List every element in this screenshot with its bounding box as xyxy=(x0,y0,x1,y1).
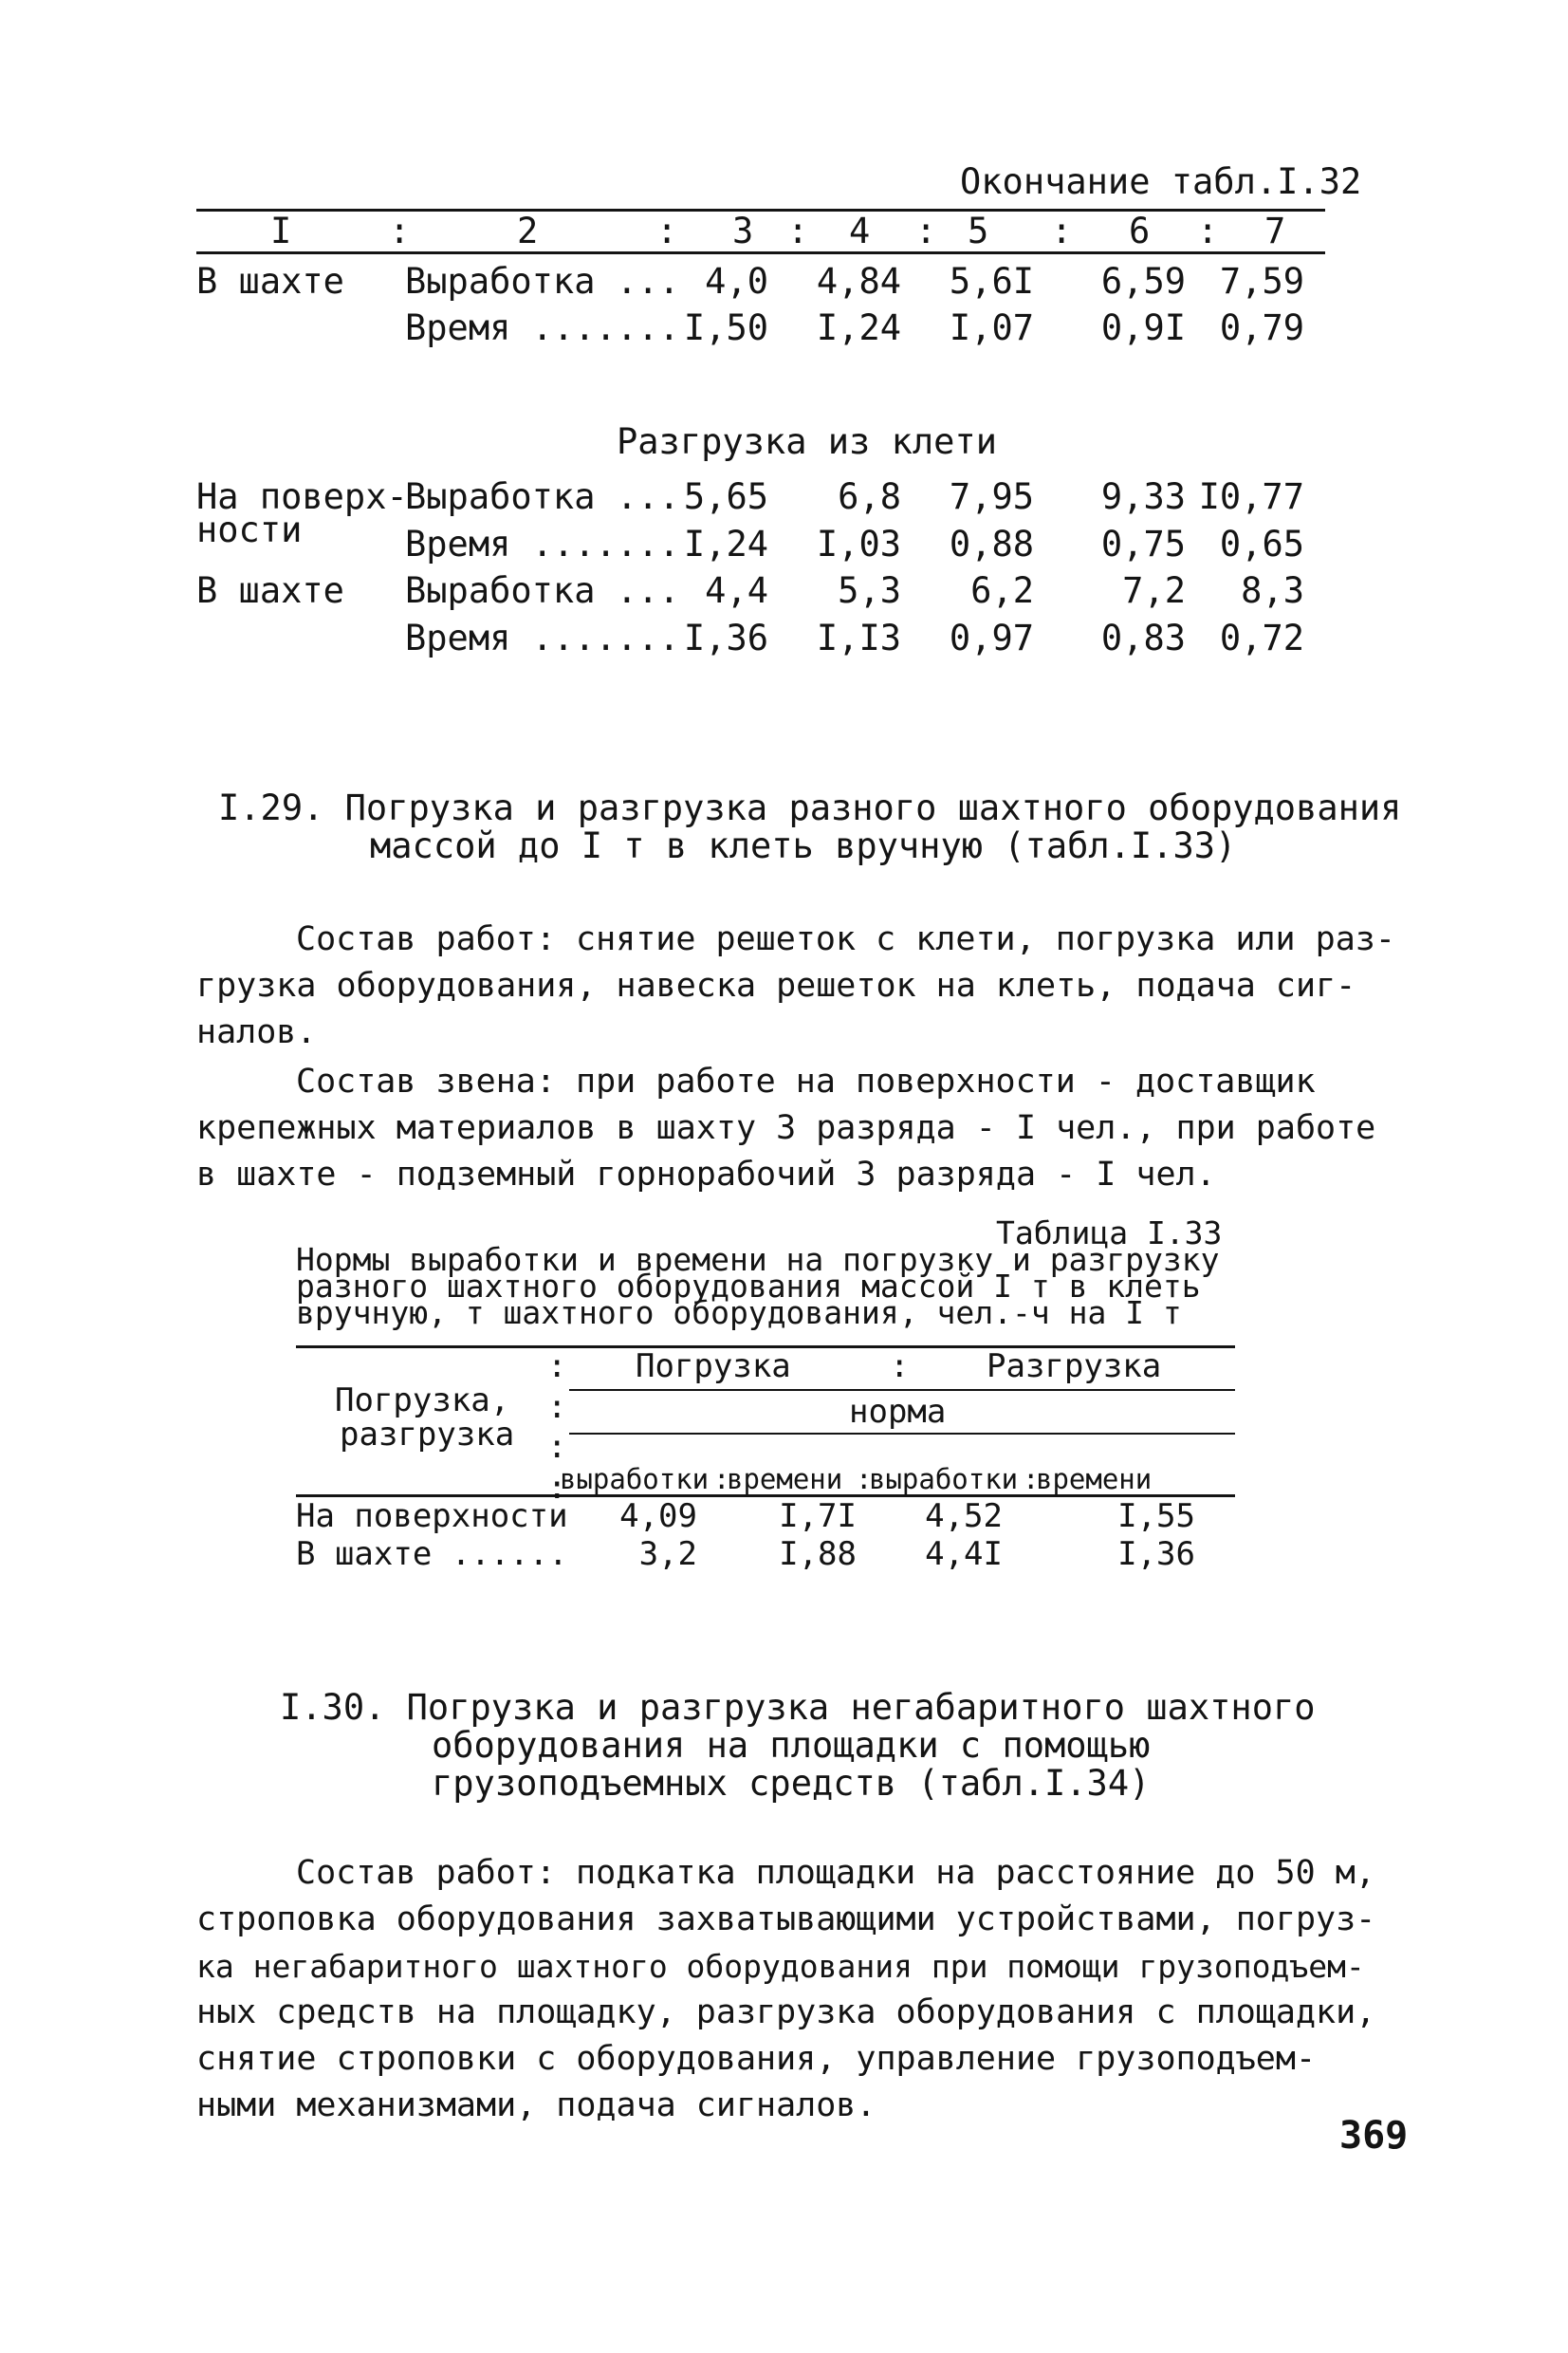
caption-line: разного шахтного оборудования массой I т в клеть xyxy=(296,1268,1201,1305)
column-number: 5 xyxy=(968,211,989,251)
paragraph-line: строповка оборудования захватывающими устройствами, погруз- xyxy=(196,1900,1376,1938)
column-number: 3 xyxy=(732,211,754,251)
column-number: 7 xyxy=(1264,211,1286,251)
subheader-output: выработки xyxy=(869,1463,1019,1495)
row-location: В шахте xyxy=(196,570,344,611)
row-metric: Выработка ... xyxy=(405,570,680,611)
section-title: Разгрузка из клети xyxy=(617,421,997,462)
header-rule xyxy=(569,1389,1235,1391)
header-rule xyxy=(569,1433,1235,1435)
header-group-loading: Погрузка xyxy=(636,1347,791,1385)
column-separator: : xyxy=(915,211,937,251)
column-number: I xyxy=(270,211,292,251)
column-separator: : xyxy=(713,1463,730,1495)
paragraph-line: снятие строповки с оборудования, управление грузоподъем- xyxy=(196,2040,1317,2078)
column-separator: : xyxy=(787,211,809,251)
header-norm: норма xyxy=(849,1393,947,1431)
page-number: 369 xyxy=(1339,2114,1409,2158)
table-133-label: Таблица I.33 xyxy=(996,1214,1223,1251)
paragraph-line: Состав звена: при работе на поверхности - доставщик xyxy=(296,1063,1316,1101)
header-row-label: разгрузка xyxy=(340,1416,515,1454)
heading-line: оборудования на площадки с помощью xyxy=(432,1725,1151,1766)
paragraph-line: в шахте - подземный горнорабочий 3 разряда - I чел. xyxy=(196,1156,1216,1194)
heading-line: I.29. Погрузка и разгрузка разного шахтного оборудования xyxy=(218,787,1402,828)
column-separator: : xyxy=(656,211,678,251)
paragraph-line: ными механизмами, подача сигналов. xyxy=(196,2086,876,2124)
paragraph-line: ных средств на площадку, разгрузка оборудования с площадки, xyxy=(196,1993,1376,2031)
column-separator: : xyxy=(856,1463,873,1495)
row-location: На поверх- xyxy=(196,476,408,517)
subheader-time: времени xyxy=(727,1463,843,1495)
paragraph-line: крепежных материалов в шахту 3 разряда - I чел., при работе xyxy=(196,1109,1376,1147)
row-metric: Время ....... xyxy=(405,307,680,348)
column-separator: : xyxy=(389,211,411,251)
row-metric: Выработка ... xyxy=(405,476,680,517)
header-row-label: Погрузка, xyxy=(335,1381,510,1419)
row-metric: Выработка ... xyxy=(405,261,680,302)
column-number: 4 xyxy=(849,211,871,251)
column-separator: : xyxy=(1197,211,1219,251)
column-separator: : xyxy=(547,1428,567,1466)
column-number: 6 xyxy=(1129,211,1151,251)
caption-line: Нормы выработки и времени на погрузку и разгрузку xyxy=(296,1241,1220,1278)
paragraph-line: налов. xyxy=(196,1013,317,1051)
column-separator: : xyxy=(1051,211,1073,251)
row-metric: Время ....... xyxy=(405,524,680,565)
heading-line: массой до I т в клеть вручную (табл.I.33) xyxy=(370,825,1237,866)
column-number: 2 xyxy=(517,211,539,251)
row-label: На поверхности xyxy=(296,1497,568,1535)
row-label: В шахте ...... xyxy=(296,1535,568,1573)
paragraph-line: Состав работ: подкатка площадки на расстояние до 50 м, xyxy=(296,1854,1375,1892)
table-continuation-label: Окончание табл.I.32 xyxy=(960,161,1362,202)
paragraph-line: грузка оборудования, навеска решеток на клеть, подача сиг- xyxy=(196,967,1356,1005)
subheader-time: времени xyxy=(1036,1463,1153,1495)
row-location: В шахте xyxy=(196,261,344,302)
header-group-unloading: Разгрузка xyxy=(987,1347,1162,1385)
column-separator: : xyxy=(547,1347,567,1385)
row-metric: Время ....... xyxy=(405,618,680,658)
subheader-output: выработки xyxy=(560,1463,710,1495)
row-location: ности xyxy=(196,510,303,550)
table-header-rule xyxy=(196,251,1325,254)
caption-line: вручную, т шахтного оборудования, чел.-ч на I т xyxy=(296,1294,1182,1331)
column-separator: : xyxy=(890,1347,910,1385)
column-separator: : xyxy=(547,1388,567,1426)
table-top-rule xyxy=(196,209,1325,212)
column-separator: : xyxy=(547,1469,567,1507)
heading-line: грузоподъемных средств (табл.I.34) xyxy=(432,1763,1151,1804)
heading-line: I.30. Погрузка и разгрузка негабаритного шахтного xyxy=(280,1687,1316,1728)
paragraph-line: Состав работ: снятие решеток с клети, погрузка или раз- xyxy=(296,920,1395,958)
paragraph-line: ка негабаритного шахтного оборудования при помощи грузоподъем- xyxy=(196,1948,1365,1985)
column-separator: : xyxy=(1023,1463,1040,1495)
